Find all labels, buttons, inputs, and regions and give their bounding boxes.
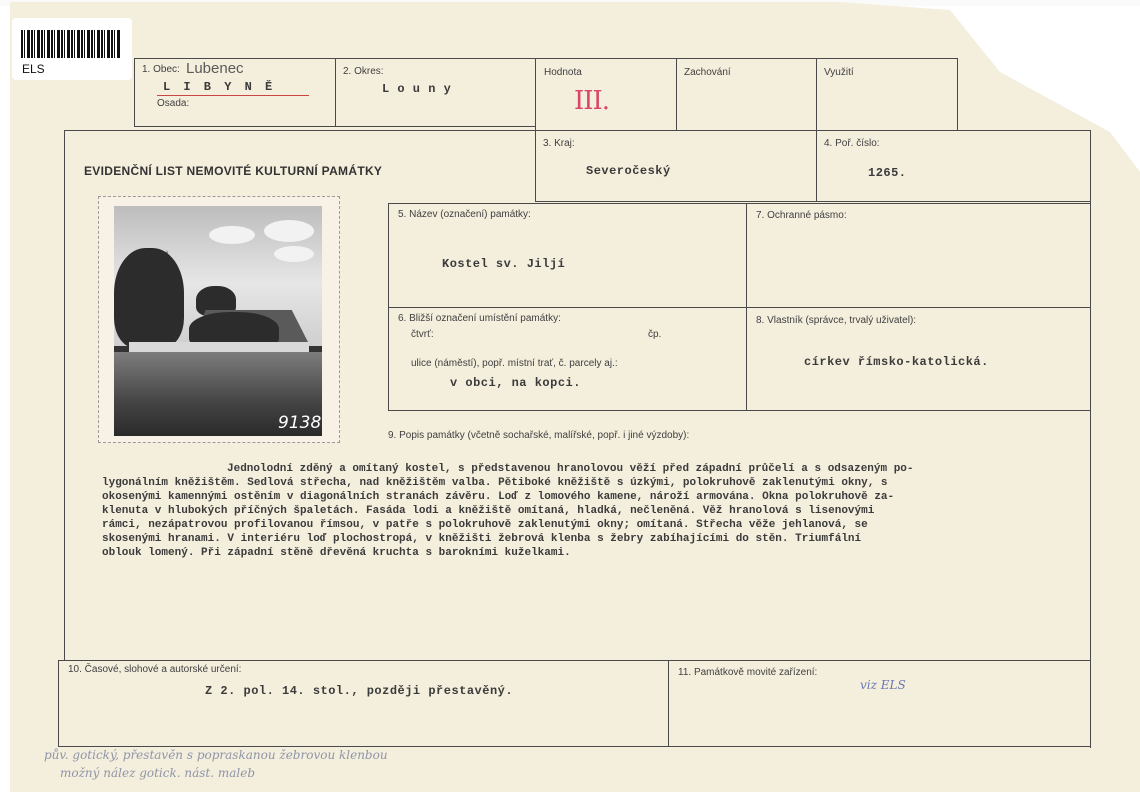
popis-line: oblouk lomený. Při západní stěně dřevěná kruchta s barokními kuželkami. [102,547,571,559]
handwritten-note: možný nález gotick. nást. maleb [60,766,256,780]
nazev-label: 5. Název (označení) památky: [398,209,531,220]
handwritten-note: pův. gotický, přestavěn s popraskanou žebrovou klenbou [44,748,388,762]
umisteni-label: 6. Bližší označení umístění památky: [398,313,561,324]
rule [1090,130,1091,660]
rule [668,660,669,746]
form-title: EVIDENČNÍ LIST NEMOVITÉ KULTURNÍ PAMÁTKY [84,164,383,178]
rule [134,126,536,127]
vlastnik-value: církev římsko-katolická. [804,355,989,369]
cp-label: čp. [648,329,662,340]
rule [58,746,1090,747]
rule [134,58,135,126]
por-cislo-label: 4. Poř. číslo: [824,138,880,149]
okres-label: 2. Okres: [343,66,384,77]
umisteni-value: v obci, na kopci. [450,376,581,390]
ctvrt-label: čtvrť: [411,329,434,340]
barcode-icon [21,30,121,58]
obec-label: 1. Obec: [142,64,180,75]
rule [676,58,677,130]
casove-urceni-label: 10. Časové, slohové a autorské určení: [68,664,242,675]
ochranne-pasmo-label: 7. Ochranné pásmo: [756,210,847,221]
rule [535,201,1091,202]
vlastnik-label: 8. Vlastník (správce, trvalý uživatel): [756,315,917,326]
popis-line: okosenými kamennými ostěním v diagonálních stranách závěru. Loď z lomového kamene, nároží armovánа. Okna polokruhově za- [102,491,895,503]
obec-handwritten: Lubenec [186,60,244,77]
vyuziti-label: Využití [824,67,854,78]
barcode-code: ELS [22,62,45,76]
movite-zarizeni-handwritten: viz ELS [860,678,906,692]
okres-value: L o u n y [382,82,452,96]
nazev-value: Kostel sv. Jiljí [442,257,566,271]
obec-underline [157,95,309,96]
barcode-label [12,18,132,80]
rule [134,58,957,59]
hodnota-value: III. [574,86,610,116]
photo-number: 9138 [278,413,322,433]
church-photo [114,206,322,436]
rule [58,660,59,746]
popis-line: skosenými hranami. V interiéru loď plochostropá, v kněžišti žebrová klenba s žebry zabíhajícími do stěn. Triumfální [102,533,862,545]
hodnota-label: Hodnota [544,67,582,78]
kraj-value: Severočeský [586,164,671,178]
rule [64,130,65,660]
kraj-label: 3. Kraj: [543,138,575,149]
popis-line: klenuta v hlubokých příčných špaletách. Fasáda lodi a kněžiště omítaná, hladká, nečleněná. Věž hranolová s lisenovými [102,505,875,517]
rule [1090,660,1091,748]
rule [388,203,1091,204]
popis-label: 9. Popis památky (včetně sochařské, malířské, popř. i jiné výzdoby): [388,430,690,441]
obec-value: L I B Y N Ě [163,80,276,94]
popis-line: Jednolodní zděný a omítaný kostel, s představenou hranolovou věží před západní průčelí a s odsazeným po- [227,463,914,475]
rule [58,660,1091,661]
rule [388,410,1091,411]
popis-line: lygonálním kněžištěm. Sedlová střecha, nad kněžištěm valba. Pětiboké kněžiště s úzkými, polokruhově zaklenutými okny, s [102,477,888,489]
zachovani-label: Zachování [684,67,731,78]
popis-text [102,462,1062,560]
popis-line: rámci, nezápatrovou profilovanou římsou, v patře s polokruhově zaklenutými okny; omítaná. Střecha věže jehlanová, se [102,519,868,531]
ulice-label: ulice (náměstí), popř. místní trať, č. parcely aj.: [411,358,618,369]
rule [388,307,1091,308]
casove-urceni-value: Z 2. pol. 14. stol., později přestavěný. [205,684,514,698]
rule [335,58,336,126]
rule [957,58,958,130]
movite-zarizeni-label: 11. Památkově movité zařízení: [678,667,818,678]
rule [64,130,1091,131]
osada-label: Osada: [157,98,190,109]
por-cislo-value: 1265. [868,166,907,180]
